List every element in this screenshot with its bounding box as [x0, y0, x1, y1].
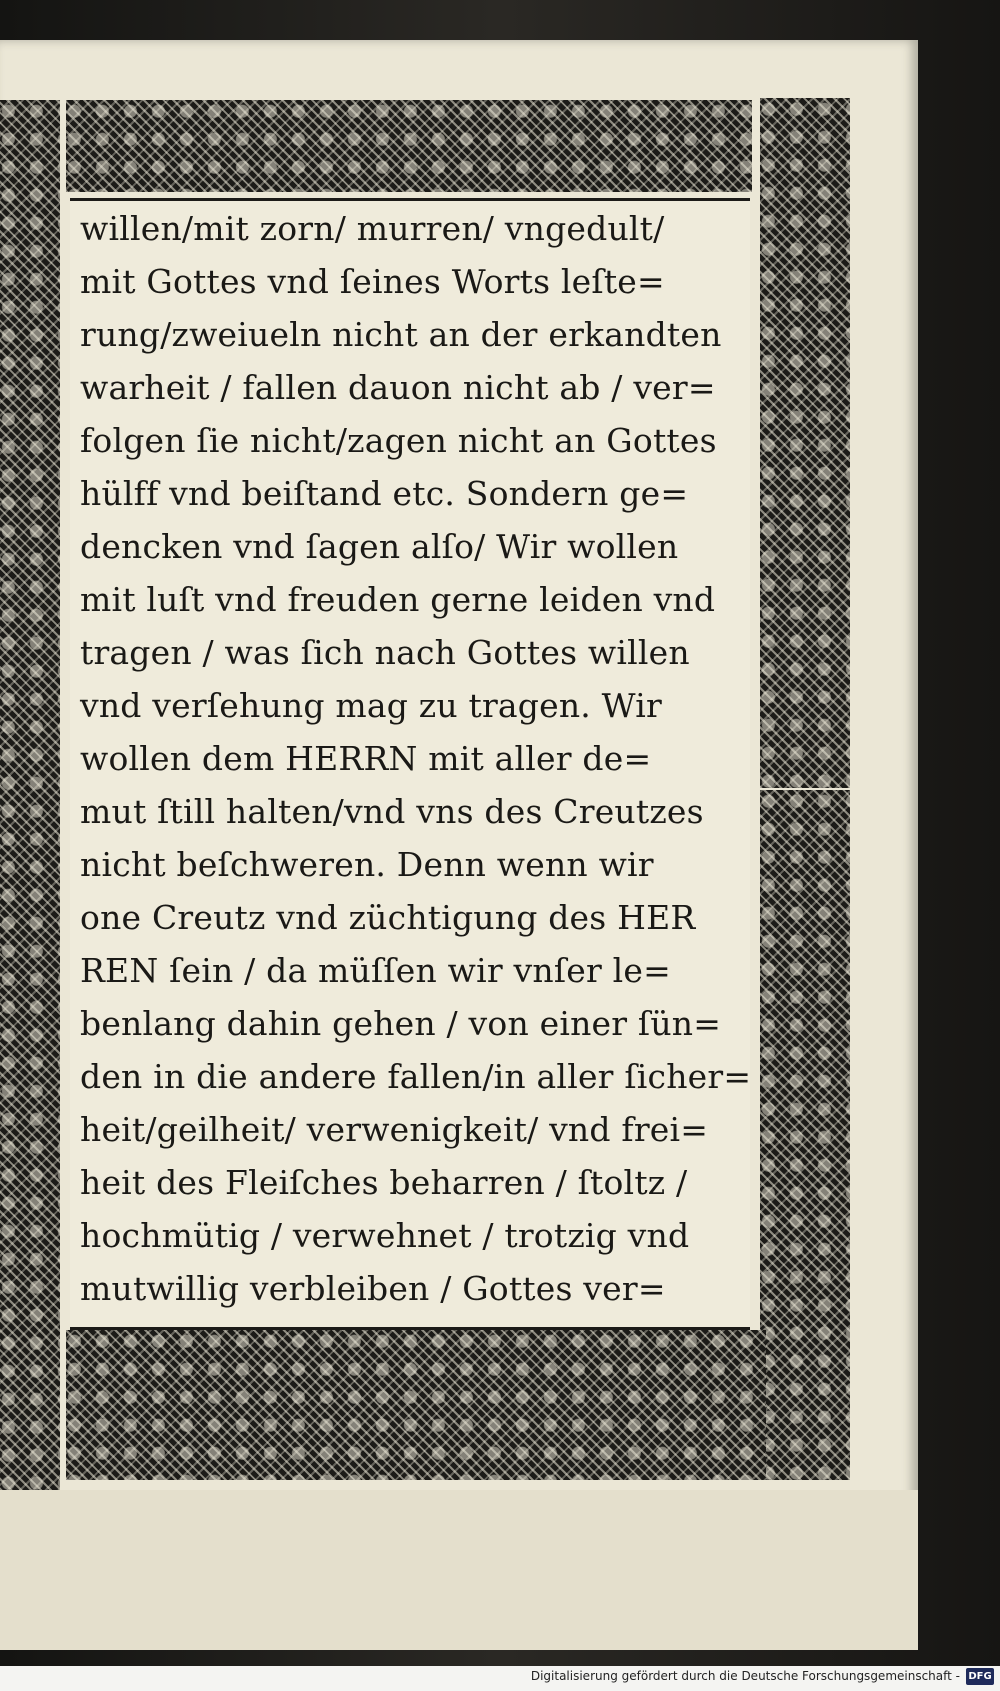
text-line: hochmütig / verwehnet / trotzig vnd — [80, 1216, 690, 1255]
text-line: nicht beſchweren. Denn wenn wir — [80, 845, 654, 884]
text-line: heit/geilheit/ verwenigkeit/ vnd frei= — [80, 1110, 709, 1149]
text-line: dencken vnd ſagen alſo/ Wir wollen — [80, 527, 679, 566]
text-line: rung/zweiueln nicht an der erkandten — [80, 315, 722, 354]
bottom-woodcut-border — [66, 1330, 766, 1480]
text-line: vnd verſehung mag zu tragen. Wir — [80, 686, 662, 725]
text-line: warheit / fallen dauon nicht ab / ver= — [80, 368, 716, 407]
text-line: tragen / was ſich nach Gottes willen — [80, 633, 690, 672]
top-woodcut-border — [66, 100, 752, 192]
text-line: one Creutz vnd züchtigung des HER — [80, 898, 696, 937]
text-line: benlang dahin gehen / von einer ſün= — [80, 1004, 722, 1043]
digitization-footer — [0, 1666, 1000, 1691]
text-line: hülff vnd beiſtand etc. Sondern ge= — [80, 474, 689, 513]
text-line: den in die andere fallen/in aller ſicher= — [80, 1057, 752, 1096]
text-line: REN ſein / da müſſen wir vnſer le= — [80, 951, 671, 990]
text-line: folgen ſie nicht/zagen nicht an Gottes — [80, 421, 717, 460]
dfg-logo: DFG — [966, 1668, 994, 1685]
text-line: mit luſt vnd freuden gerne leiden vnd — [80, 580, 716, 619]
text-line: willen/mit zorn/ murren/ vngedult/ — [80, 209, 665, 248]
text-line: wollen dem HERRN mit aller de= — [80, 739, 652, 778]
right-lower-woodcut-border — [760, 790, 850, 1480]
right-upper-woodcut-border — [760, 98, 850, 788]
text-line: mut ſtill halten/vnd vns des Creutzes — [80, 792, 704, 831]
page-margin-bottom — [0, 1490, 918, 1650]
left-woodcut-border — [0, 100, 60, 1490]
text-line: heit des Fleiſches beharren / ſtoltz / — [80, 1163, 688, 1202]
text-block — [70, 198, 750, 1330]
text-line: mutwillig verbleiben / Gottes ver= — [80, 1269, 666, 1308]
text-line: mit Gottes vnd ſeines Worts leſte= — [80, 262, 665, 301]
footer-credit: Digitalisierung gefördert durch die Deutsche Forschungsgemeinschaft - — [530, 1669, 960, 1683]
